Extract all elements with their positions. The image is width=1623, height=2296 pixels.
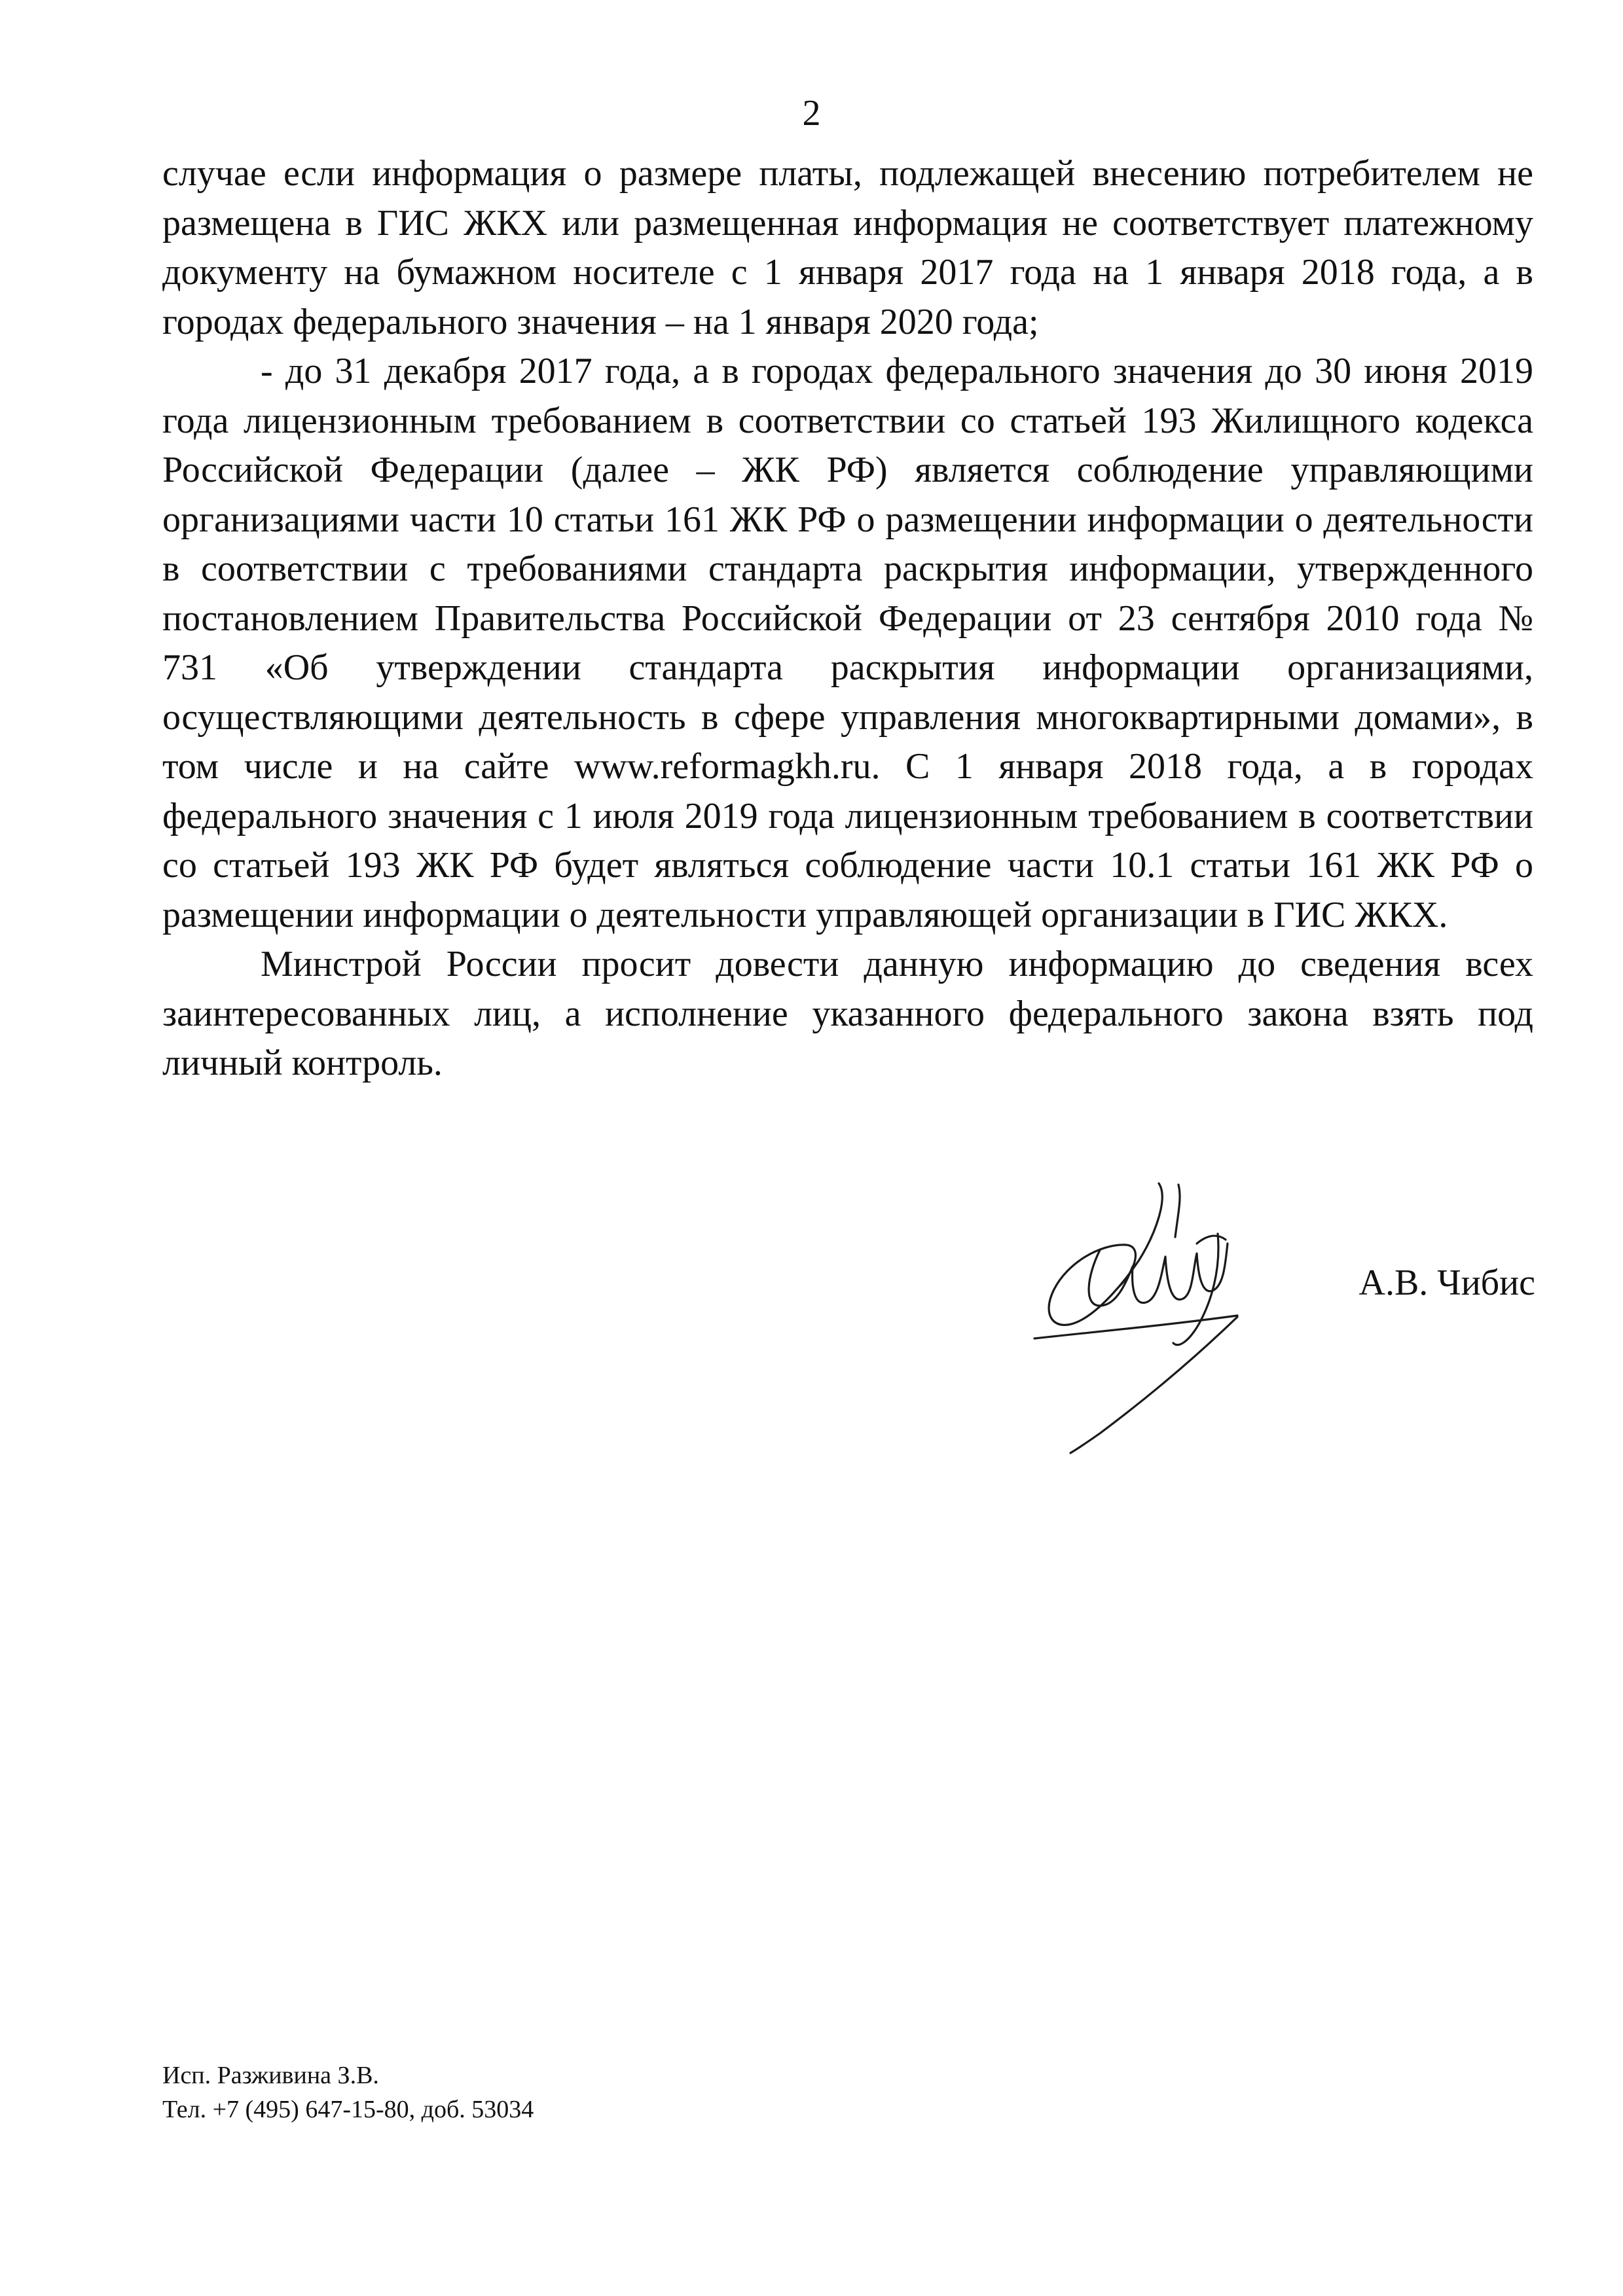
handwritten-signature <box>1021 1172 1322 1473</box>
executor-phone: Тел. +7 (495) 647-15-80, доб. 53034 <box>162 2096 534 2123</box>
letter-body <box>162 149 1533 1088</box>
executor-name: Исп. Разживина З.В. <box>162 2062 379 2089</box>
paragraph-request: Минстрой России просит довести данную информацию до сведения всех заинтересованных лиц, а исполнение указанного федерального закона взять под личный контроль. <box>162 944 1533 1083</box>
paragraph-continuation: случае если информация о размере платы, подлежащей внесению потребителем не размещена в ГИС ЖКХ или размещенная информация не соответствует платежному документу на бумажном носителе с 1 января 2017 года на 1 января 2018 года, а в городах федерального значения – на 1 января 2020 года; <box>162 153 1533 342</box>
signatory-name: А.В. Чибис <box>1359 1263 1535 1303</box>
signature-icon <box>1021 1172 1322 1473</box>
paragraph-licensing-requirement: - до 31 декабря 2017 года, а в городах федерального значения до 30 июня 2019 года лицензионным требованием в соответствии со статьей 193 Жилищного кодекса Российской Федерации (далее – ЖК РФ) является соблюдение управляющими организациями части 10 статьи 161 ЖК РФ о размещении информации о деятельности в соответствии с требованиями стандарта раскрытия информации, утвержденного постановлением Правительства Российской Федерации от 23 сентября 2010 года № 731 «Об утверждении стандарта раскрытия информации организациями, осуществляющими деятельность в сфере управления многоквартирными домами», в том числе и на сайте www.reformagkh.ru. С 1 января 2018 года, а в городах федерального значения с 1 июля 2019 года лицензионным требованием в соответствии со статьей 193 ЖК РФ будет являться соблюдение части 10.1 статьи 161 ЖК РФ о размещении информации о деятельности управляющей организации в ГИС ЖКХ. <box>162 351 1533 935</box>
page-number: 2 <box>802 93 821 134</box>
footer-contacts <box>162 2058 534 2126</box>
